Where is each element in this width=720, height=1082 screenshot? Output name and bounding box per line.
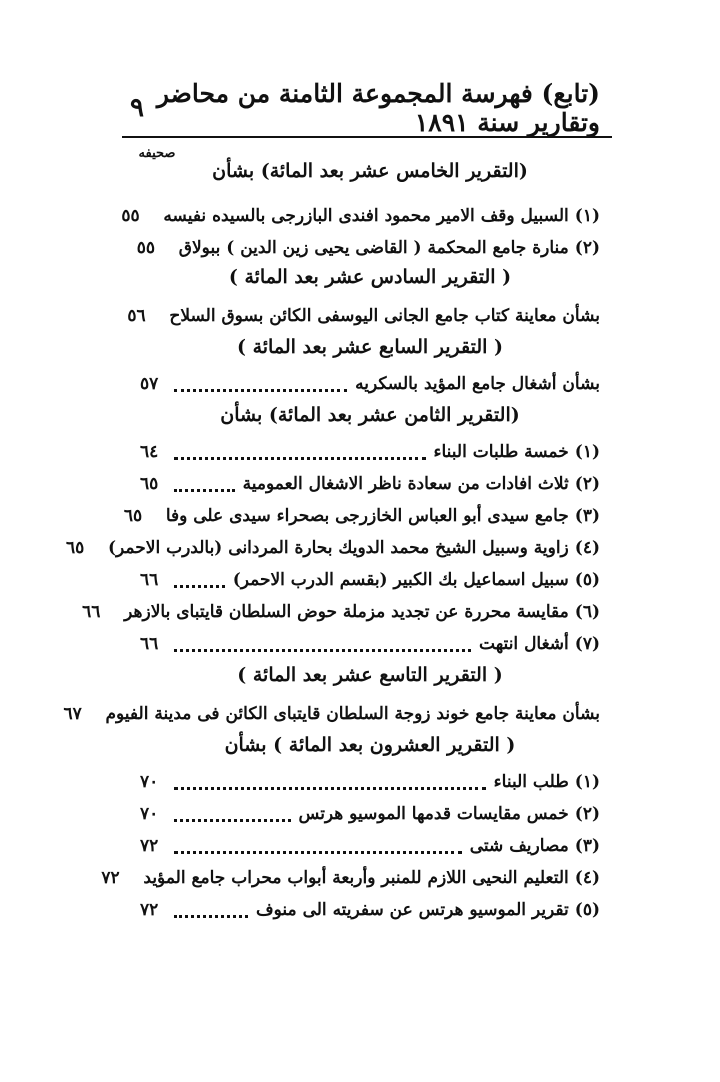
toc-entry (140, 368, 600, 400)
dot-leader (174, 585, 225, 588)
entry-number: (٦) (574, 602, 600, 622)
entry-title: ثلاث افادات من سعادة ناظر الاشغال العمومية (242, 474, 569, 494)
entry-page: ٦٦ (140, 634, 159, 654)
entry-page: ٧٠ (140, 804, 159, 824)
dot-leader (174, 457, 426, 460)
header-rule (122, 136, 612, 138)
dot-leader (174, 389, 347, 392)
toc-entry (140, 628, 600, 660)
entry-number: (٤) (574, 868, 600, 888)
entry-number: (٢) (574, 804, 600, 824)
entry-number: (٥) (574, 570, 600, 590)
entry-title: زاوية وسبيل الشيخ محمد الدويك بحارة المردانى (بالدرب الاحمر) (107, 538, 569, 558)
entry-page: ٦٥ (140, 474, 159, 494)
toc-entry (82, 596, 600, 628)
toc-entry (136, 232, 600, 264)
entry-page: ٦٥ (123, 506, 143, 526)
entry-title: بشأن أشغال جامع المؤيد بالسكريه (355, 374, 600, 394)
entry-page: ٥٧ (140, 374, 159, 394)
entry-title: السبيل وقف الامير محمود افندى البازرجى بالسيده نفيسه (163, 206, 569, 226)
entry-page: ٥٥ (121, 206, 140, 226)
entry-title: مصاريف شتى (469, 836, 569, 856)
header-title: (تابع) فهرسة المجموعة الثامنة من محاضر وتقارير سنة ١٨٩١ (156, 79, 600, 137)
toc-entry (140, 468, 600, 500)
entry-page: ٦٧ (63, 704, 82, 724)
entry-title: منارة جامع المحكمة ( القاضى يحيى زين الدين ) ببولاق (178, 238, 569, 258)
toc-entry (140, 766, 600, 798)
entry-number: (٤) (574, 538, 600, 558)
dot-leader (174, 787, 486, 790)
entry-page: ٦٦ (82, 602, 101, 622)
entry-title: التعليم النحيى اللازم للمنبر وأربعة أبواب محراب جامع المؤيد (143, 868, 569, 888)
dot-leader (174, 915, 248, 918)
entry-page: ٦٤ (140, 442, 159, 462)
toc-entry (140, 894, 600, 926)
dot-leader (174, 649, 471, 652)
toc-entry (63, 698, 600, 730)
toc-entry (123, 500, 600, 532)
entry-title: بشأن معاينة كتاب جامع الجانى اليوسفى الكائن بسوق السلاح (169, 306, 600, 326)
entry-page: ٥٥ (136, 238, 156, 258)
toc-entry (140, 798, 600, 830)
entry-page: ٦٥ (65, 538, 85, 558)
toc-entry (101, 862, 600, 894)
entry-number: (١) (574, 442, 600, 462)
entry-number: (٧) (574, 634, 600, 654)
entry-title: خمسة طلبات البناء (433, 442, 569, 462)
entry-title: مقايسة محررة عن تجديد مزملة حوض السلطان قايتباى بالازهر (124, 602, 569, 622)
entry-page: ٧٢ (140, 900, 159, 920)
entry-number: (٣) (574, 506, 600, 526)
entry-number: (٢) (574, 474, 600, 494)
entry-title: أشغال انتهت (479, 634, 569, 654)
page-column-label: صحيفه (138, 146, 176, 161)
dot-leader (174, 489, 235, 492)
toc-entry (140, 564, 600, 596)
entry-number: (٣) (574, 836, 600, 856)
section-heading: ( التقرير السادس عشر بعد المائة ) (228, 266, 512, 288)
entry-title: بشأن معاينة جامع خوند زوجة السلطان قايتباى الكائن فى مدينة الفيوم (105, 704, 600, 724)
page-number: ٩ (130, 93, 144, 123)
entry-title: خمس مقايسات قدمها الموسيو هرتس (298, 804, 569, 824)
entry-page: ٧٢ (101, 868, 120, 888)
toc-entry (140, 830, 600, 862)
entry-number: (١) (574, 772, 600, 792)
entry-page: ٧٢ (140, 836, 159, 856)
entry-number: (٢) (574, 238, 600, 258)
entry-page: ٦٦ (140, 570, 159, 590)
section-heading: ( التقرير السابع عشر بعد المائة ) (236, 336, 504, 358)
toc-entry (127, 300, 600, 332)
page-header (130, 79, 600, 137)
entry-title: سبيل اسماعيل بك الكبير (بقسم الدرب الاحمر) (232, 570, 569, 590)
entry-page: ٧٠ (140, 772, 159, 792)
dot-leader (174, 851, 462, 854)
entry-title: طلب البناء (493, 772, 569, 792)
toc-entry (140, 436, 600, 468)
toc-entry (65, 532, 600, 564)
entry-page: ٥٦ (127, 306, 146, 326)
entry-title: تقرير الموسيو هرتس عن سفريته الى منوف (256, 900, 569, 920)
entry-number: (٥) (574, 900, 600, 920)
section-heading: (التقرير الخامس عشر بعد المائة) بشأن (212, 160, 528, 182)
section-heading: ( التقرير التاسع عشر بعد المائة ) (237, 664, 503, 686)
section-heading: ( التقرير العشرون بعد المائة ) بشأن (224, 734, 516, 756)
toc-entry (121, 200, 600, 232)
dot-leader (174, 819, 291, 822)
section-heading: (التقرير الثامن عشر بعد المائة) بشأن (220, 404, 520, 426)
entry-title: جامع سيدى أبو العباس الخازرجى بصحراء سيدى على وفا (165, 506, 569, 526)
entry-number: (١) (574, 206, 600, 226)
